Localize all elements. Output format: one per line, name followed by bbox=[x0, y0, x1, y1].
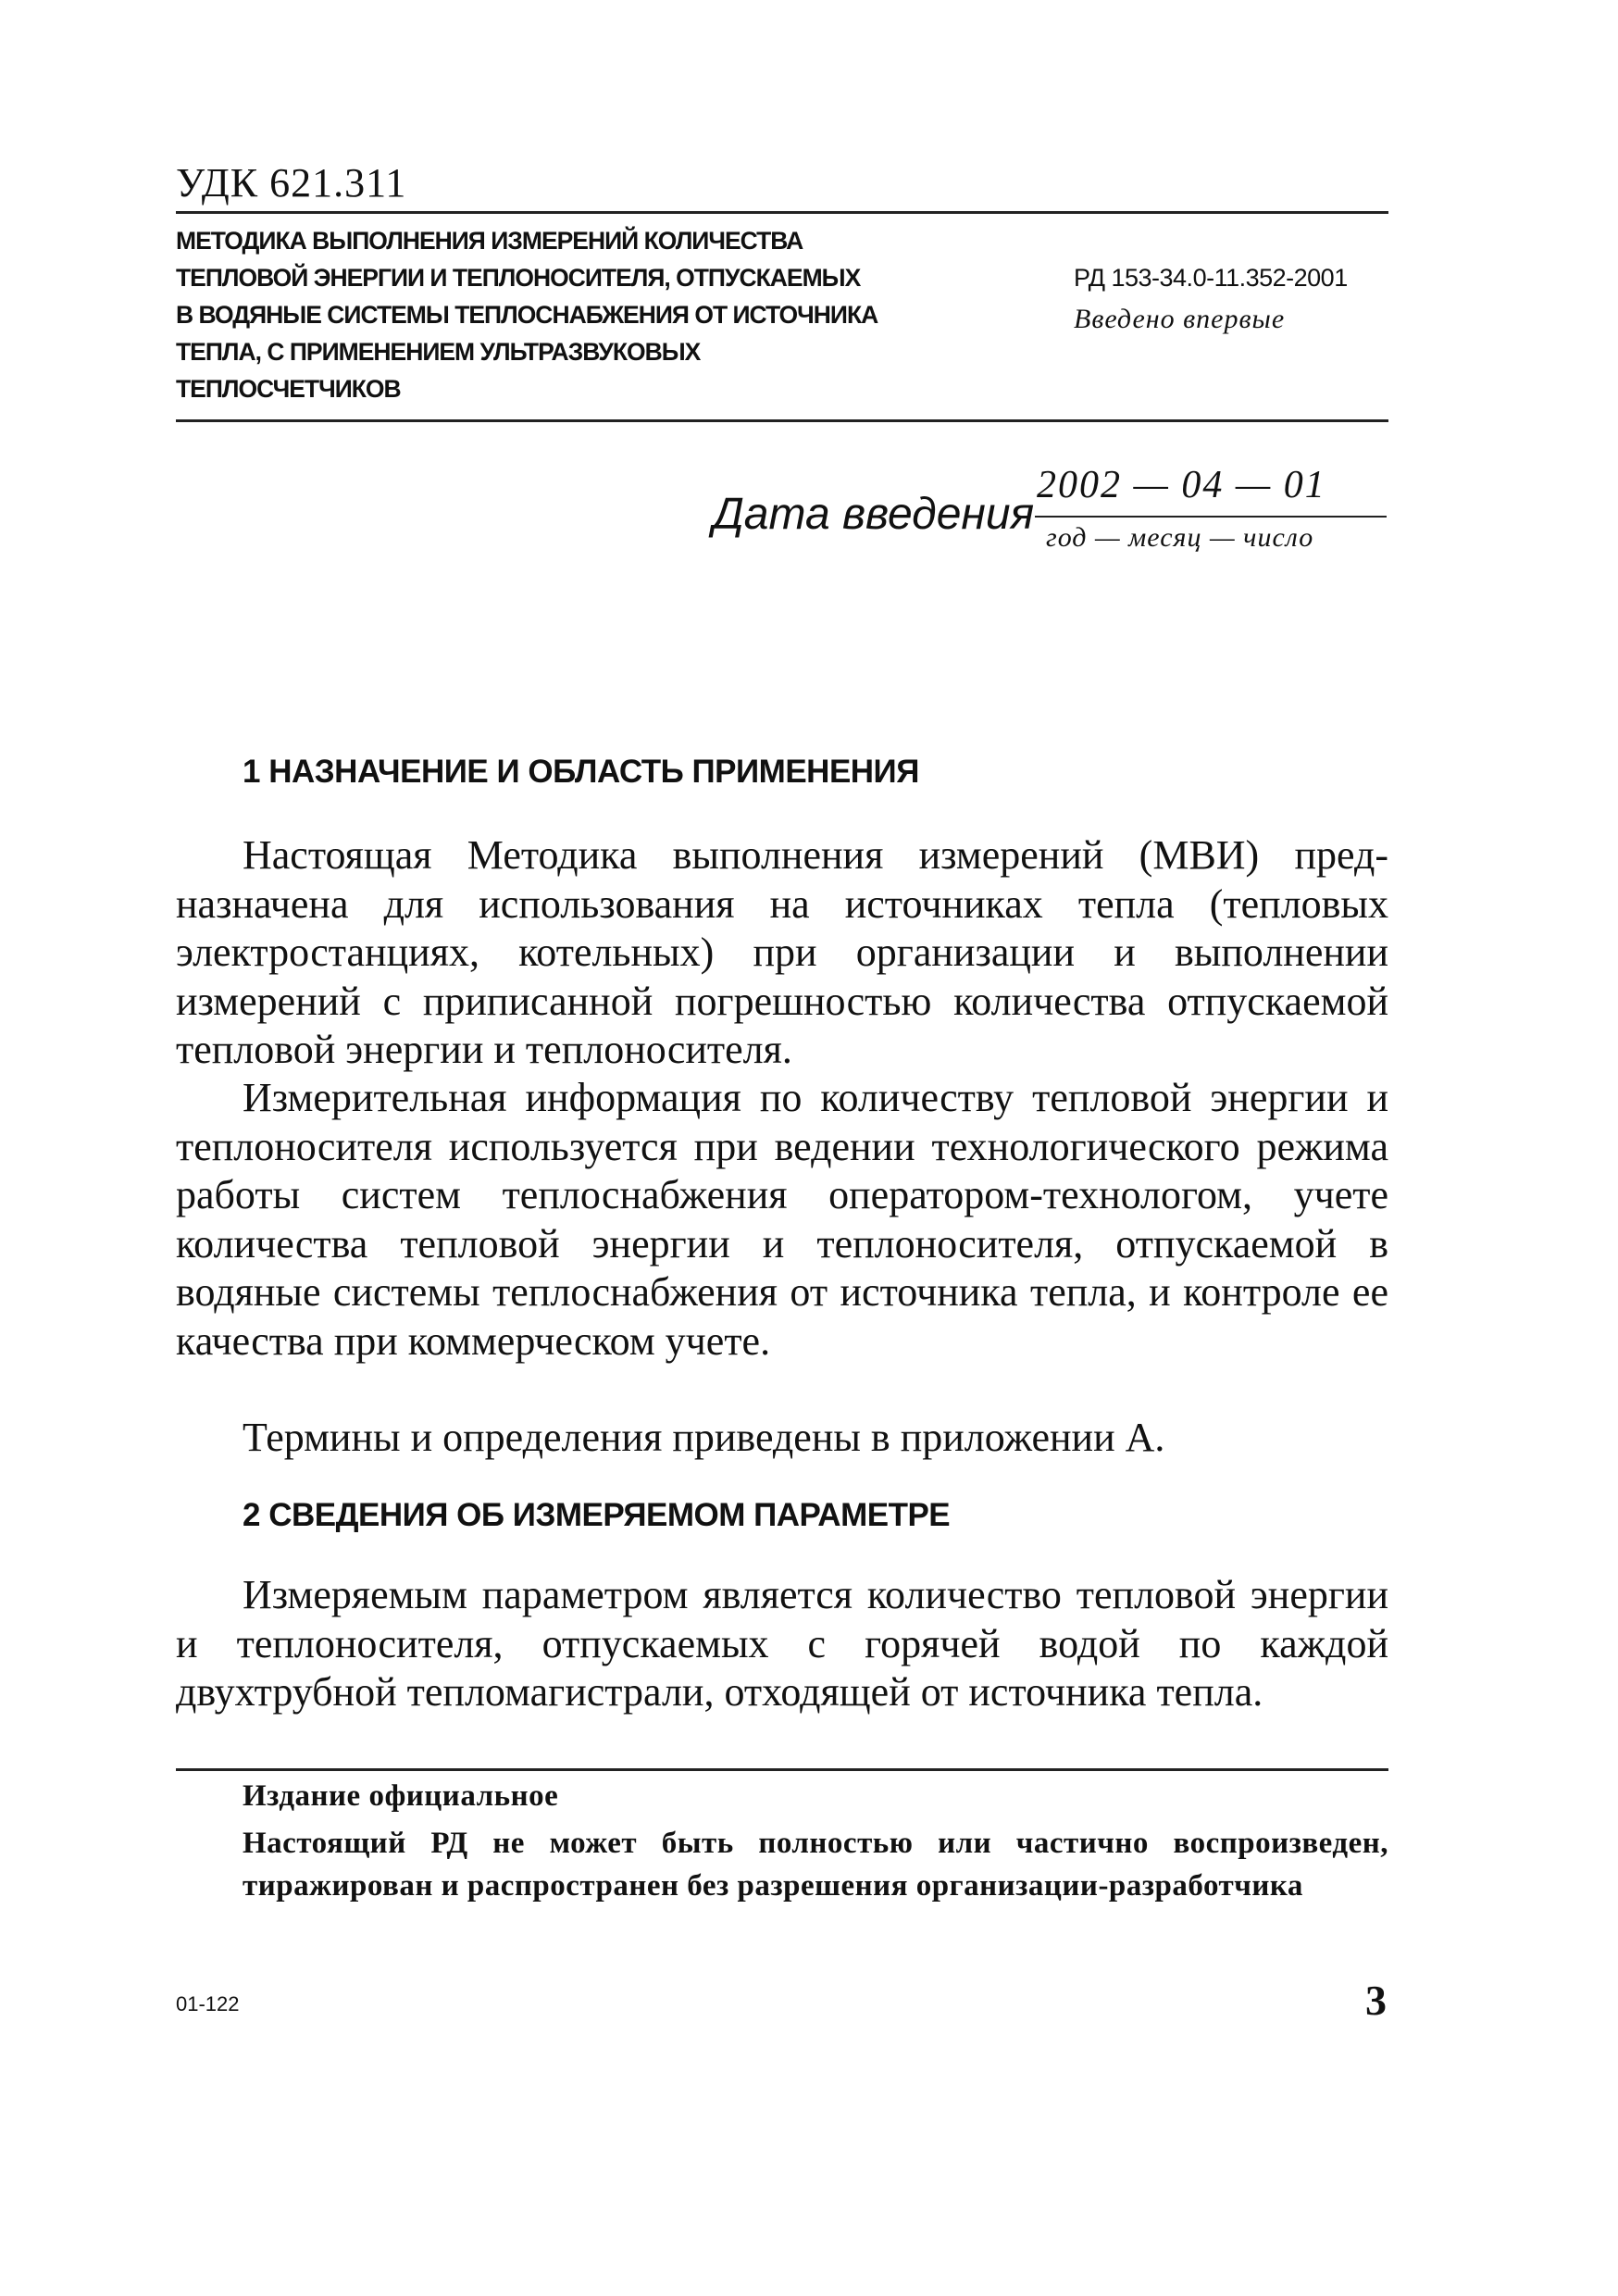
print-code: 01-122 bbox=[176, 1992, 240, 2015]
rd-code: РД 153-34.0-11.352-2001 bbox=[1074, 264, 1348, 292]
page-number: 3 bbox=[1365, 1977, 1387, 2024]
copyright-notice: Настоящий РД не может быть полностью или частично воспроизведен, тиражирован и распространен без разрешения организации-разработчика bbox=[243, 1827, 1388, 1903]
section-heading: 2 СВЕДЕНИЯ ОБ ИЗМЕРЯЕМОМ ПАРАМЕТРЕ bbox=[243, 1497, 951, 1533]
header-bottom-rule bbox=[176, 419, 1388, 422]
paragraph: Настоящая Методика выполнения измерений (МВИ) предназначена для использования на источниках тепла (тепловых электростанциях, котельных) при организации и выполнении измерений с приписанной погрешностью количества отпускаемой тепловой энергии и теплоносителя. bbox=[176, 832, 1388, 1072]
intro-date-legend: год — месяц — число bbox=[1046, 522, 1314, 553]
footer-rule bbox=[176, 1768, 1388, 1771]
paragraph: Измерительная информация по количеству тепловой энергии и теплоносителя используется при ведении технологического режима работы систем теплоснабжения оператором-технологом, учете количества тепловой энергии и теплоносителя, отпускаемой в водяные системы теплоснабжения от источника тепла, и контроле ее качества при коммерческом учете. bbox=[176, 1075, 1388, 1364]
paragraph: Измеряемым параметром является количество тепловой энергии и теплоносителя, отпускаемых с горячей водой по каждой двухтрубной тепломагистрали, отходящей от источника тепла. bbox=[176, 1572, 1388, 1715]
section-heading: 1 НАЗНАЧЕНИЕ И ОБЛАСТЬ ПРИМЕНЕНИЯ bbox=[243, 754, 919, 790]
intro-date-label: Дата введения bbox=[713, 490, 1035, 539]
rd-note: Введено впервые bbox=[1074, 304, 1286, 334]
header-top-rule bbox=[176, 211, 1388, 214]
edition-label: Издание официальное bbox=[243, 1779, 559, 1813]
udk-code: УДК 621.311 bbox=[176, 160, 407, 206]
paragraph: Термины и определения приведены в приложении А. bbox=[243, 1415, 1165, 1460]
intro-date-value: 2002 — 04 — 01 bbox=[1037, 464, 1326, 506]
intro-date-line bbox=[1035, 516, 1387, 518]
document-title: МЕТОДИКА ВЫПОЛНЕНИЯ ИЗМЕРЕНИЙ КОЛИЧЕСТВА ТЕПЛОВОЙ ЭНЕРГИИ И ТЕПЛОНОСИТЕЛЯ, ОТПУСКАЕМЫХ В ВОДЯНЫЕ СИСТЕМЫ ТЕПЛОСНАБЖЕНИЯ ОТ ИСТОЧНИКА ТЕПЛА, С ПРИМЕНЕНИЕМ УЛЬТРАЗВУКОВЫХ ТЕПЛОСЧЕТЧИКОВ bbox=[176, 227, 878, 403]
